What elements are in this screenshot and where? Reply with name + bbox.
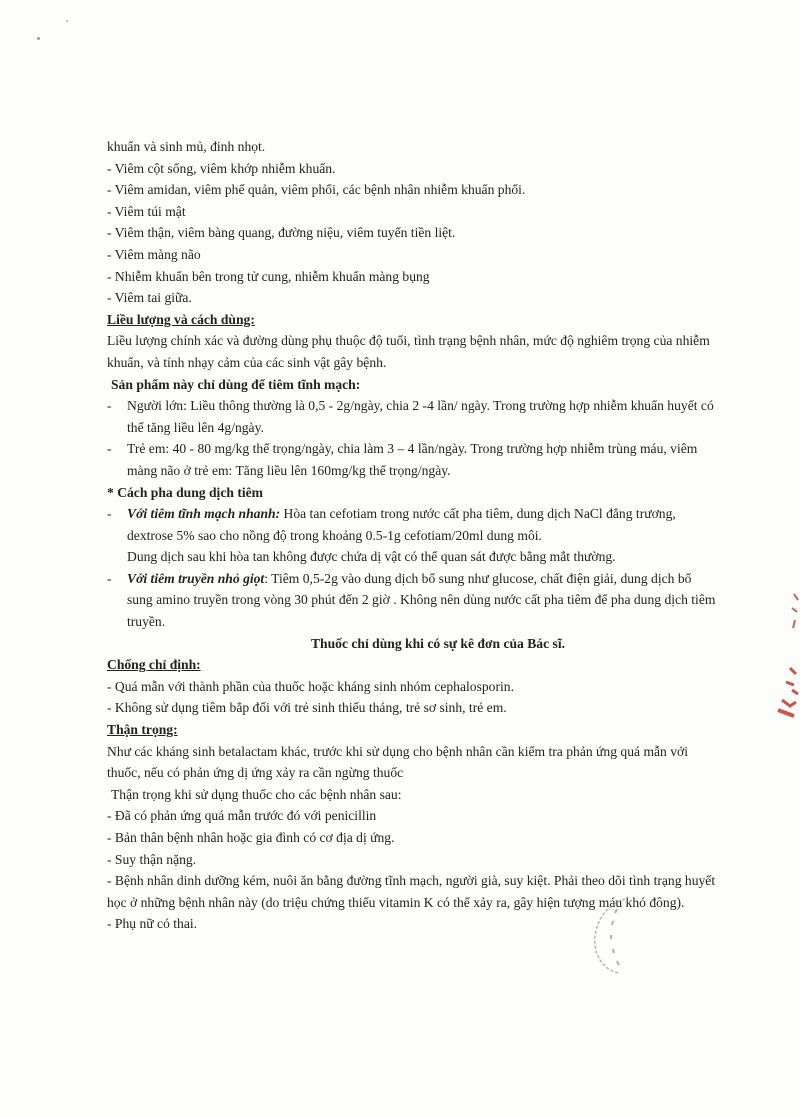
contraindications-heading: Chống chỉ định:	[107, 657, 201, 673]
precaution-item: - Phụ nữ có thai.	[107, 916, 198, 932]
dosage-intro: Liều lượng chính xác và đường dùng phụ thuộc độ tuổi, tình trạng bệnh nhân, mức độ nghiêm trọng của nhiễm khuẩn, và tính nhạy cảm của các sinh vật gây bệnh.	[107, 333, 710, 370]
drip-infusion-label: Với tiêm truyền nhỏ giọt	[127, 570, 265, 586]
seal-stamp	[585, 895, 645, 975]
drip-infusion-item	[107, 568, 719, 633]
document-body	[107, 136, 719, 935]
scan-artifact	[37, 37, 40, 40]
precaution-item: - Bản thân bệnh nhân hoặc gia đình có cơ địa dị ứng.	[107, 830, 395, 845]
precautions-intro: Như các kháng sinh betalactam khác, trước khi sử dụng cho bệnh nhân cần kiểm tra phản ứng quá mẫn với thuốc, nếu có phản ứng dị ứng xảy ra cần ngừng thuốc	[107, 743, 689, 781]
child-dose-item	[107, 438, 719, 481]
precautions-subheading: Thận trọng khi sử dụng thuốc cho các bệnh nhân sau:	[111, 786, 402, 802]
fast-injection-text: Hòa tan cefotiam trong nước cất pha tiêm, dung dịch NaCl đẳng trương, dextrose 5% sao cho nồng độ trong khoảng 0.5-1g cefotiam/20ml dung môi.	[127, 506, 676, 543]
adult-dose-text: Người lớn: Liều thông thường là 0,5 - 2g/ngày, chia 2 -4 lần/ ngày. Trong trường hợp nhiễm khuẩn huyết có thể tăng liều lên 4g/ngày.	[127, 398, 714, 435]
child-dose-text: Trẻ em: 40 - 80 mg/kg thể trọng/ngày, chia làm 3 – 4 lần/ngày. Trong trường hợp nhiễm trùng máu, viêm màng não ở trẻ em: Tăng liều lên 160mg/kg thể trọng/ngày.	[127, 441, 698, 478]
indication-item: - Viêm tai giữa.	[107, 290, 192, 306]
indication-item: - Nhiễm khuẩn bên trong tử cung, nhiễm khuẩn màng bụng	[107, 268, 430, 284]
indication-item: - Viêm màng não	[107, 246, 201, 262]
scan-artifact	[66, 20, 68, 22]
iv-only-heading: Sản phẩm này chỉ dùng để tiêm tĩnh mạch:	[111, 376, 361, 392]
indication-item: - Viêm amidan, viêm phế quản, viêm phổi, các bệnh nhân nhiễm khuẩn phổi.	[107, 182, 526, 198]
indication-item: - Viêm cột sống, viêm khớp nhiễm khuẩn.	[107, 160, 336, 176]
precaution-item: - Bệnh nhân dinh dưỡng kém, nuôi ăn bằng đường tĩnh mạch, người già, suy kiệt. Phải theo dõi tình trạng huyết học ở những bệnh nhân này (do triệu chứng thiếu vitamin K có thể xảy ra, gây hiện tượng máu khó đông).	[107, 873, 716, 910]
text-line: khuẩn và sinh mủ, đinh nhọt.	[107, 139, 266, 154]
stamp-fragment	[772, 590, 800, 720]
prep-heading: * Cách pha dung dịch tiêm	[107, 484, 263, 500]
contraindication-item: - Không sử dụng tiêm bắp đối với trẻ sinh thiếu tháng, trẻ sơ sinh, trẻ em.	[107, 700, 507, 716]
indication-item: - Viêm túi mật	[107, 203, 186, 219]
indication-item: - Viêm thận, viêm bàng quang, đường niệu, viêm tuyến tiền liệt.	[107, 225, 456, 241]
dash-marker: -	[107, 570, 112, 586]
precaution-item: - Suy thận nặng.	[107, 851, 197, 867]
adult-dose-item	[107, 395, 719, 438]
prescription-note: Thuốc chỉ dùng khi có sự kê đơn của Bác sĩ.	[310, 635, 566, 651]
dosage-heading: Liều lượng và cách dùng:	[107, 311, 255, 327]
dash-marker: -	[107, 506, 112, 522]
drip-infusion-text: : Tiêm 0,5-2g vào dung dịch bổ sung như glucose, chất điện giải, dung dịch bổ sung amino truyền trong vòng 30 phút đến 2 giờ . Không nên dùng nước cất pha tiêm để pha dung dịch tiêm truyền.	[127, 570, 716, 630]
fast-injection-label: Với tiêm tĩnh mạch nhanh:	[127, 506, 281, 522]
fast-injection-note: Dung dịch sau khi hòa tan không được chứa dị vật có thể quan sát được bằng mắt thường.	[127, 549, 616, 565]
precaution-item: - Đã có phản ứng quá mẫn trước đó với penicillin	[107, 808, 377, 824]
precautions-heading: Thận trọng:	[107, 722, 178, 738]
contraindication-item: - Quá mẫn với thành phần của thuốc hoặc kháng sinh nhóm cephalosporin.	[107, 678, 514, 694]
dash-marker: -	[107, 441, 112, 457]
dash-marker: -	[107, 398, 112, 414]
fast-injection-item	[107, 503, 719, 568]
